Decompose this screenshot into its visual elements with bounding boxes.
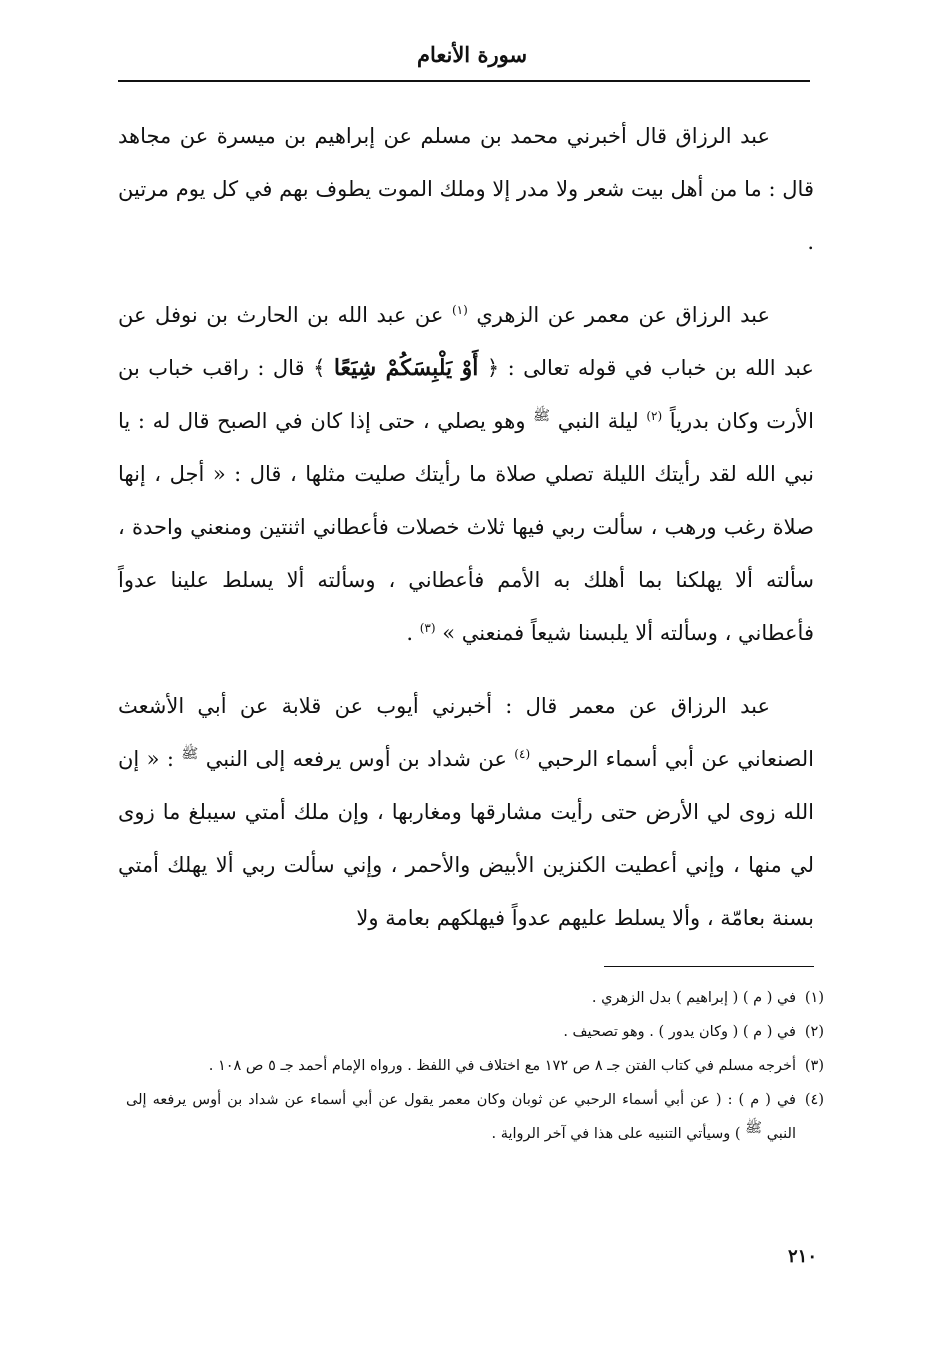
quran-verse [313, 356, 499, 380]
footnote-ref-1: (١) [451, 303, 468, 317]
footnote-ref-2: (٢) [646, 409, 663, 423]
paragraph-1-text: عبد الرزاق قال أخبرني محمد بن مسلم عن إبراهيم بن ميسرة عن مجاهد قال : ما من أهل بيت شعر ولا مدر إلا وملك الموت يطوف بهم في كل يوم مرتين . [118, 124, 814, 254]
paragraph-2-text-1: عبد الرزاق عن معمر عن الزهري [476, 303, 770, 327]
paragraph-3-text-3: : « إن الله زوى لي الأرض حتى رأيت مشارقها ومغاربها ، وإن ملك أمتي سيبلغ ما زوى لي منها ، وإني أعطيت الكنزين الأبيض والأحمر ، وإني سألت ربي ألا يهلك أمتي بسنة بعامّة ، وألا يسلط عليهم عدواً فيهلكهم بعامة ولا [118, 747, 814, 930]
footnotes [126, 981, 824, 1151]
main-text [118, 110, 814, 945]
verse-text: أَوْ يَلْبِسَكُمْ شِيَعًا [333, 355, 479, 381]
footnote-number: (٤) [804, 1092, 824, 1108]
footnote-ref-3: (٣) [419, 621, 436, 635]
footnote-3 [126, 1049, 824, 1083]
surah-title: سورة الأنعام [416, 42, 528, 67]
footnote-text: في ( م ) ( وكان يدور ) . وهو تصحيف . [563, 1024, 796, 1040]
paragraph-2-text-5: وهو يصلي ، حتى إذا كان في الصبح قال له : يا نبي الله لقد رأيتك الليلة تصلي صلاة ما رأيتك صليت مثلها ، قال : « أجل ، إنها صلاة رغب ورهب ، سألت ربي فيها ثلاث خصلات فأعطاني اثنتين ومنعني واحدة ، سألته ألا يهلكنا بما أهلك به الأمم فأعطاني ، وسألته ألا يسلط علينا عدواً فأعطاني ، وسألته ألا يلبسنا شيعاً فمنعني » [118, 409, 814, 645]
footnote-1 [126, 981, 824, 1015]
paragraph-1 [118, 110, 814, 269]
paragraph-3-text-1: عبد الرزاق عن معمر قال : أخبرني أيوب عن قلابة عن أبي الأشعث الصنعاني عن أبي أسماء الرحبي [118, 694, 814, 771]
footnote-4 [126, 1083, 824, 1151]
paragraph-3-text-2: عن شداد بن أوس يرفعه إلى النبي [205, 747, 507, 771]
salla-honorific-icon: ﷺ [181, 746, 199, 762]
footnote-text-1: في ( م ) : ( عن أبي أسماء الرحبي عن ثوبان وكان معمر يقول عن أبي أسماء عن شداد بن أوس يرفعه إلى النبي [126, 1092, 796, 1142]
verse-close-bracket: ﴾ [313, 356, 326, 380]
page-number: ٢١٠ [788, 1246, 818, 1267]
header-divider [118, 80, 810, 82]
footnote-2 [126, 1015, 824, 1049]
footnote-number: (١) [804, 990, 824, 1006]
paragraph-2-text-6: . [406, 621, 413, 645]
footnote-text-2: ) وسيأتي التنبيه على هذا في آخر الرواية . [491, 1126, 741, 1142]
footnote-divider [604, 966, 814, 967]
paragraph-2-text-4: ليلة النبي [557, 409, 639, 433]
footnote-number: (٢) [804, 1024, 824, 1040]
footnote-number: (٣) [804, 1058, 824, 1074]
footnote-ref-4: (٤) [514, 747, 531, 761]
paragraph-3 [118, 680, 814, 945]
footnote-text: في ( م ) ( إبراهيم ) بدل الزهري . [591, 990, 796, 1006]
paragraph-2-text-2: عن عبد الله بن الحارث بن نوفل عن عبد الله بن خباب في قوله تعالى : [118, 303, 814, 380]
paragraph-2-text-3: قال : راقب خباب بن الأرت وكان بدرياً [118, 356, 814, 433]
verse-open-bracket: ﴿ [486, 356, 500, 380]
salla-honorific-icon: ﷺ [745, 1120, 763, 1137]
paragraph-2 [118, 289, 814, 660]
footnote-text: أخرجه مسلم في كتاب الفتن جـ ٨ ص ١٧٢ مع اختلاف في اللفظ . ورواه الإمام أحمد جـ ٥ ص ١٠٨ . [208, 1058, 796, 1074]
salla-honorific-icon: ﷺ [533, 408, 551, 424]
